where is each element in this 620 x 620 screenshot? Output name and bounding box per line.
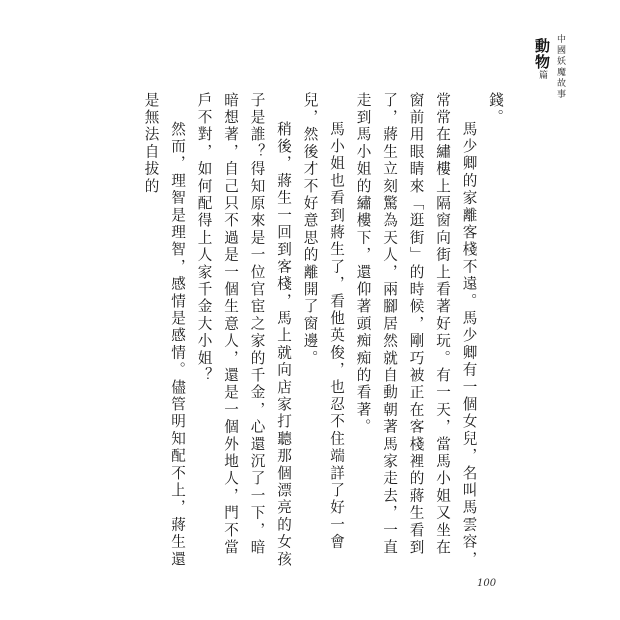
paragraph-5: 然而，理智是理智，感情是感情。儘管明知配不上，蔣生還是無法自拔的 [142,92,186,569]
paragraph-3: 馬小姐也看到蔣生了，看他英俊，也忍不住端詳了好一會兒，然後才不好意思的離開了窗邊。 [301,92,345,552]
header-volume-title [534,38,549,80]
paragraph-4: 稍後，蔣生一回到客棧，馬上就向店家打聽那個漂亮的女孩子是誰？得知原來是一位官宦之家的千金，心還沉了一下，暗暗想著，自己只不過是一個生意人，還是一個外地人，門不當戶不對，如何配得上人家千金大小姐？ [195,92,292,569]
header-series-title: 中國妖魔故事 [555,34,565,100]
paragraph-1: 錢。 [487,92,504,127]
header-volume-main: 動物 [533,38,551,70]
running-header [532,34,564,144]
paragraph-2: 馬少卿的家離客棧不遠。馬少卿有一個女兒，名叫馬雲容，常常在繡樓上隔窗向街上看著好玩。有一天，當馬小姐又坐在窗前用眼睛來「逛街」的時候，剛巧被正在客棧裡的蔣生看到了，蔣生立刻驚為天人，兩腳居然就自動朝著馬家走去，一直走到馬小姐的繡樓下，還仰著頭痴痴的看著。 [354,92,478,569]
page-number: 100 [477,578,497,589]
header-volume-suffix: 篇 [537,70,547,80]
body-text [108,92,508,572]
